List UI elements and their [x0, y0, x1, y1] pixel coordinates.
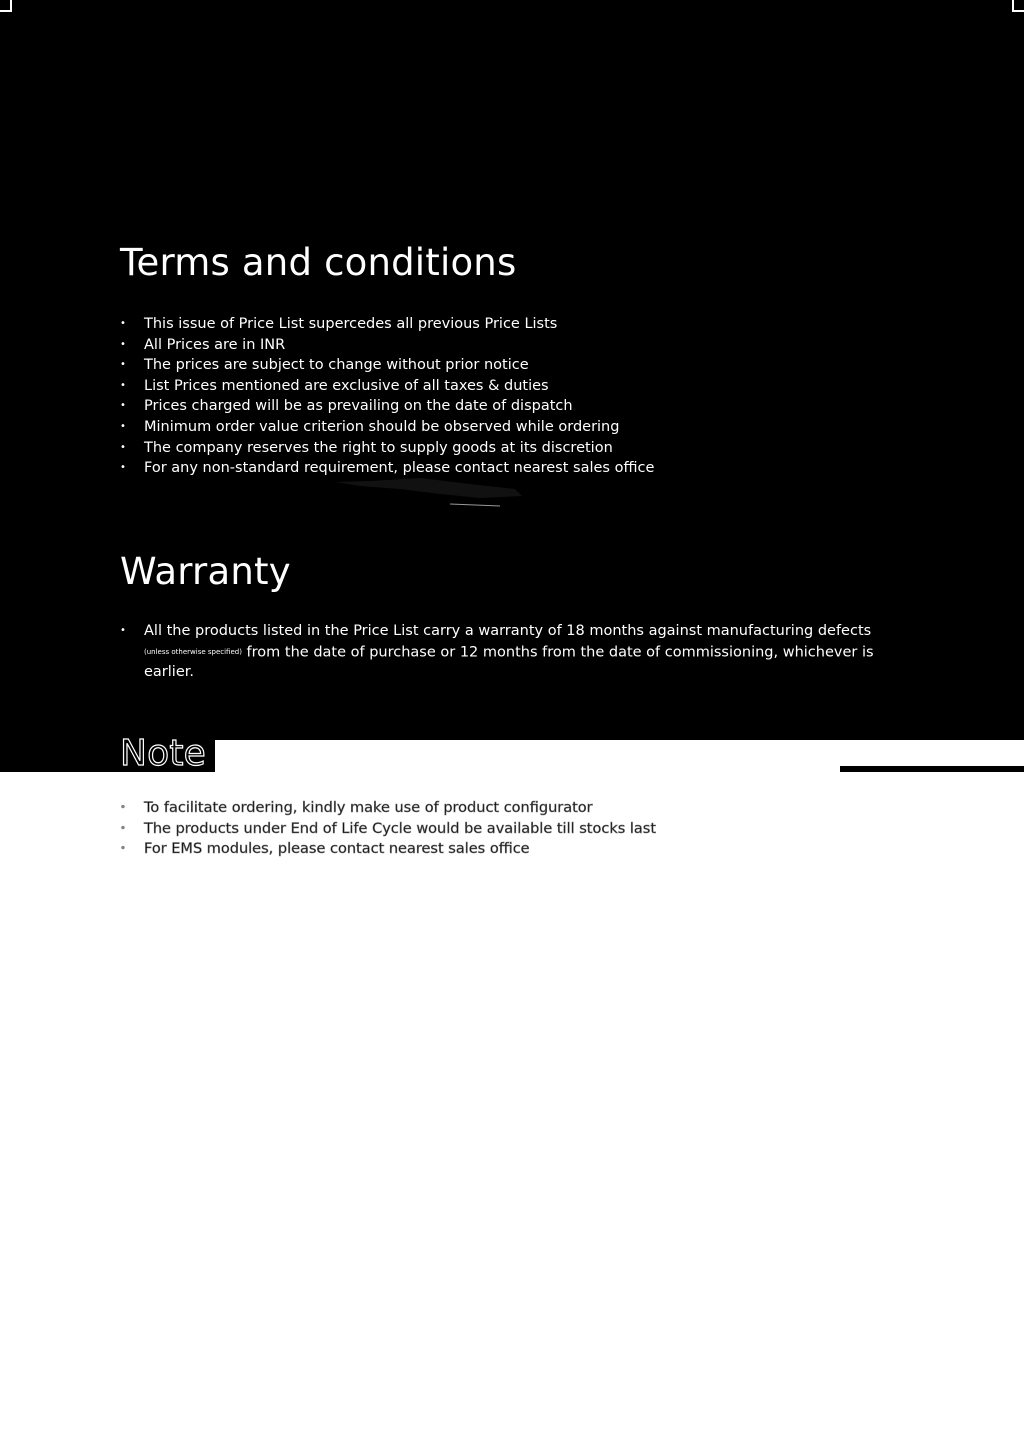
bullet-icon: • — [120, 625, 126, 636]
crop-mark-top-left — [0, 0, 12, 12]
bullet-icon: • — [120, 379, 126, 391]
panel-edge-step — [0, 740, 90, 772]
list-item — [118, 335, 654, 356]
bullet-icon: • — [120, 400, 126, 412]
bullet-icon: • — [120, 802, 126, 813]
list-item — [118, 396, 654, 417]
list-item-text: List Prices mentioned are exclusive of all taxes & duties — [144, 377, 549, 394]
list-item-text: For any non-standard requirement, please contact nearest sales office — [144, 460, 655, 477]
list-item — [118, 376, 654, 397]
list-item — [118, 798, 656, 819]
list-item — [118, 438, 654, 459]
list-item — [118, 417, 654, 438]
warranty-heading: Warranty — [120, 550, 291, 593]
bullet-icon: • — [120, 843, 126, 855]
list-item-text: For EMS modules, please contact nearest sales office — [144, 841, 530, 858]
list-item — [118, 839, 656, 860]
list-item-text: All Prices are in INR — [144, 336, 286, 353]
warranty-text-line2: from the date of purchase or 12 months from the date of commissioning, whichever is earlier. — [144, 643, 874, 681]
list-item — [118, 621, 918, 683]
list-item-text: Minimum order value criterion should be observed while ordering — [144, 418, 620, 435]
list-item — [118, 355, 654, 376]
terms-heading: Terms and conditions — [120, 241, 517, 284]
terms-list — [118, 314, 654, 479]
warranty-list — [118, 621, 918, 683]
list-item — [118, 314, 654, 335]
warranty-qualifier: (unless otherwise specified) — [144, 647, 242, 656]
warranty-text-line1: All the products listed in the Price List carry a warranty of 18 months against manufacturing defects — [144, 623, 872, 639]
list-item-text: The prices are subject to change without prior notice — [144, 357, 529, 374]
bullet-icon: • — [120, 822, 126, 834]
bullet-icon: • — [120, 441, 126, 453]
bullet-icon: • — [120, 420, 126, 432]
list-item-text: This issue of Price List supercedes all previous Price Lists — [144, 316, 558, 332]
bullet-icon: • — [120, 318, 126, 329]
bullet-icon: • — [120, 462, 126, 474]
bullet-icon: • — [120, 359, 126, 371]
panel-edge-notch — [215, 740, 1024, 750]
panel-edge-tail — [840, 766, 1024, 772]
decorative-brush-stroke — [330, 470, 530, 510]
list-item-text: The company reserves the right to supply goods at its discretion — [144, 439, 613, 456]
note-heading: Note — [120, 733, 207, 774]
crop-mark-top-right — [1012, 0, 1024, 12]
list-item — [118, 819, 656, 840]
note-list — [118, 798, 656, 860]
list-item-text: Prices charged will be as prevailing on the date of dispatch — [144, 398, 573, 415]
list-item-text: To facilitate ordering, kindly make use of product configurator — [144, 800, 593, 816]
bullet-icon: • — [120, 338, 126, 350]
list-item-text: The products under End of Life Cycle would be available till stocks last — [144, 820, 657, 837]
